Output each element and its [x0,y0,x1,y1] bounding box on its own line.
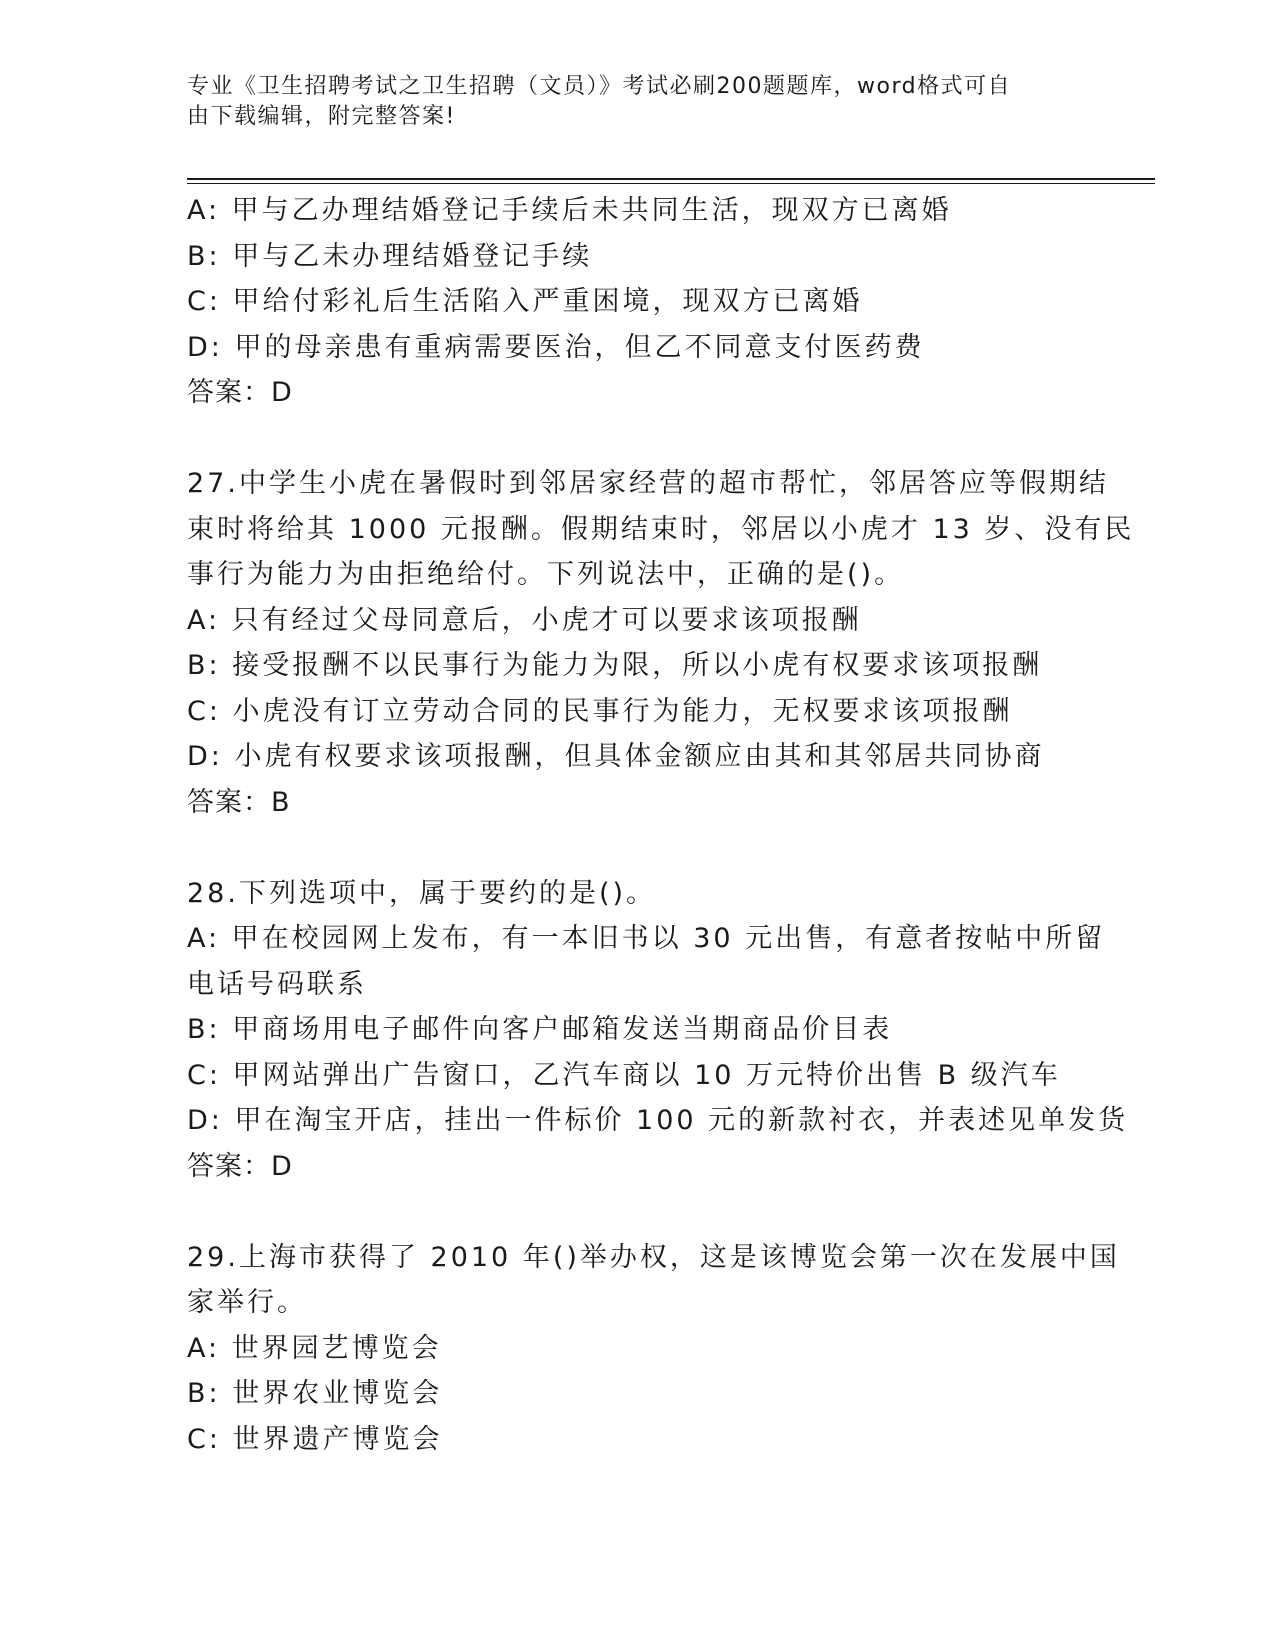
option-a-continued: 电话号码联系 [187,968,367,1000]
option-a: A: 世界园艺博览会 [187,1332,442,1364]
option-a: A: 甲在校园网上发布，有一本旧书以 30 元出售，有意者按帖中所留 [187,923,1106,954]
option-b: B: 世界农业博览会 [187,1378,443,1409]
option-b: B: 甲与乙未办理结婚登记手续 [187,240,593,272]
answer: 答案：B [187,786,291,818]
question-stem-line-3: 事行为能力为由拒绝给付。下列说法中，正确的是()。 [187,559,905,590]
spacer [187,416,1087,462]
answer: 答案：D [187,1150,293,1182]
question-stem-line-1: 29.上海市获得了 2010 年()举办权，这是该博览会第一次在发展中国 [187,1241,1120,1273]
option-a: A: 甲与乙办理结婚登记手续后未共同生活，现双方已离婚 [187,195,952,226]
question-27 [187,461,1135,825]
option-b: B: 接受报酬不以民事行为能力为限，所以小虎有权要求该项报酬 [187,650,1043,681]
option-b: B: 甲商场用电子邮件向客户邮箱发送当期商品价目表 [187,1014,893,1045]
option-c: C: 甲给付彩礼后生活陷入严重困境，现双方已离婚 [187,286,863,317]
question-28 [187,871,1129,1190]
option-a: A: 只有经过父母同意后，小虎才可以要求该项报酬 [187,604,862,636]
question-stem-line-2: 束时将给其 1000 元报酬。假期结束时，邻居以小虎才 13 岁、没有民 [187,513,1135,545]
option-c: C: 小虎没有订立劳动合同的民事行为能力，无权要求该项报酬 [187,695,1013,727]
header-divider-thin [187,183,1155,184]
option-d: D: 小虎有权要求该项报酬，但具体金额应由其和其邻居共同协商 [187,741,1045,772]
header-line-1: 专业《卫生招聘考试之卫生招聘（文员）》考试必刷200题题库，word格式可自 [187,74,1012,99]
option-c: C: 甲网站弹出广告窗口，乙汽车商以 10 万元特价出售 B 级汽车 [187,1059,1061,1091]
header-line-2: 由下载编辑，附完整答案! [187,104,456,129]
spacer [187,1189,1087,1235]
question-stem-line-1: 27.中学生小虎在暑假时到邻居家经营的超市帮忙，邻居答应等假期结 [187,468,1109,499]
option-d: D: 甲在淘宝开店，挂出一件标价 100 元的新款衬衣，并表述见单发货 [187,1105,1129,1136]
question-stem-line-2: 家举行。 [187,1287,307,1318]
header-divider-thick [187,178,1155,180]
question-29 [187,1235,1120,1463]
question-stem-line-1: 28.下列选项中，属于要约的是()。 [187,877,657,909]
question-26 [187,188,1087,416]
option-c: C: 世界遗产博览会 [187,1423,443,1455]
option-d: D: 甲的母亲患有重病需要医治，但乙不同意支付医药费 [187,331,925,363]
spacer [187,825,1087,871]
question-list [187,188,1135,1462]
document-header [187,72,1067,132]
answer: 答案：D [187,377,293,408]
